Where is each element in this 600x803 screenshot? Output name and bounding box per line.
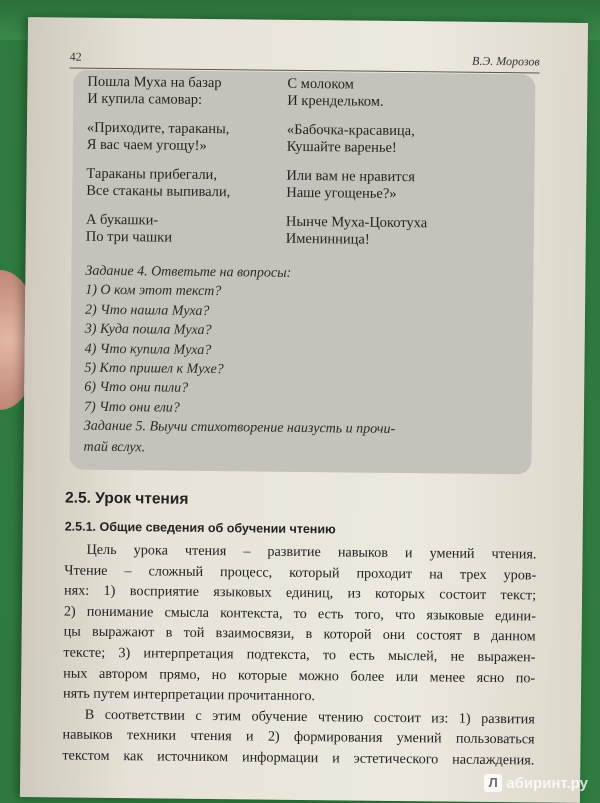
page-number: 42 [69, 49, 82, 64]
poem-line: «Приходите, тараканы, [86, 119, 230, 138]
task-5-line: тай вслух. [83, 439, 146, 456]
poem-line: Кушайте варенье! [286, 138, 397, 156]
poem-line: А букашки- [85, 211, 159, 229]
body-line: В соответствии с этим обучение чтению состоит из: 1) развития [84, 706, 535, 728]
body-line: навыков техники чтения и 2) формирования умений пользоваться [62, 726, 535, 748]
poem-line: Или вам не нравится [286, 167, 416, 186]
body-text [62, 540, 536, 771]
task-4-title: Задание 4. Ответьте на вопросы: [85, 263, 292, 281]
stanza [287, 76, 384, 111]
poem-line: Именинница! [285, 230, 370, 248]
body-line: нях: 1) восприятие языковых единиц, из которых состоит текст; [64, 582, 537, 604]
poem-line: Тараканы прибегали, [86, 165, 218, 184]
stanza [287, 122, 415, 157]
question: 4) Что купила Муха? [84, 341, 212, 358]
body-line: ных автором прямо, но которые можно более или менее ясно по- [63, 665, 536, 686]
poem-line: Все стаканы выпивали, [86, 182, 231, 201]
poem-line: И купила самовар: [87, 90, 203, 108]
watermark [484, 774, 588, 792]
section-title: 2.5. Урок чтения [64, 489, 189, 508]
stanza [87, 120, 230, 155]
body-line: текстом как источником информации и эстетического наслаждения. [62, 747, 535, 769]
stanza [286, 168, 415, 203]
body-line: Цель урока чтения – развитие навыков и умений чтения. [86, 541, 537, 563]
question: 3) Куда пошла Муха? [84, 321, 212, 339]
page-header [70, 46, 540, 74]
subsection-title: 2.5.1. Общие сведения об обучении чтению [64, 519, 336, 537]
stanza [86, 166, 230, 202]
body-line: Чтение – сложный процесс, который проходит на трех уров- [64, 562, 537, 584]
watermark-logo-icon: Л [484, 774, 502, 792]
body-line: тексте; 3) интерпретация подтекста, то есть мыслей, не выражен- [63, 644, 536, 666]
poem-line: «Бабочка-красавица, [286, 121, 415, 140]
question: 2) Что нашла Муха? [84, 302, 210, 319]
poem-line: С молоком [287, 75, 354, 93]
stanza [86, 212, 173, 247]
poem-line: Наше угощенье?» [286, 184, 397, 202]
question: 1) О ком этот текст? [85, 283, 222, 300]
poem-line: По три чашки [85, 228, 173, 246]
task-5 [83, 416, 513, 463]
task-4 [84, 262, 526, 422]
poem-line: И крендельком. [287, 92, 384, 110]
stanza [286, 214, 428, 249]
question: 5) Кто пришел к Мухе? [84, 360, 224, 378]
body-line: нять путем интерпретации прочитанного. [62, 685, 316, 705]
poem-line: Я вас чаем угощу!» [86, 136, 207, 154]
body-line: 2) понимание смысла контекста, то есть того, что языковые едини- [63, 603, 536, 625]
question: 6) Что они пили? [84, 380, 189, 397]
task-5-line: Задание 5. Выучи стихотворение наизусть и прочи- [83, 418, 396, 437]
poem-line: Нынче Муха-Цокотуха [285, 213, 428, 232]
watermark-text: абиринт.ру [506, 774, 588, 792]
body-line: цы выражают в той взаимосвязи, в которой они состоят в данном [63, 623, 536, 645]
book-page [20, 17, 588, 803]
question: 7) Что они ели? [83, 399, 180, 416]
running-head: В.Э. Морозов [471, 53, 540, 69]
stanza [87, 74, 221, 109]
poem-line: Пошла Муха на базар [87, 73, 222, 92]
